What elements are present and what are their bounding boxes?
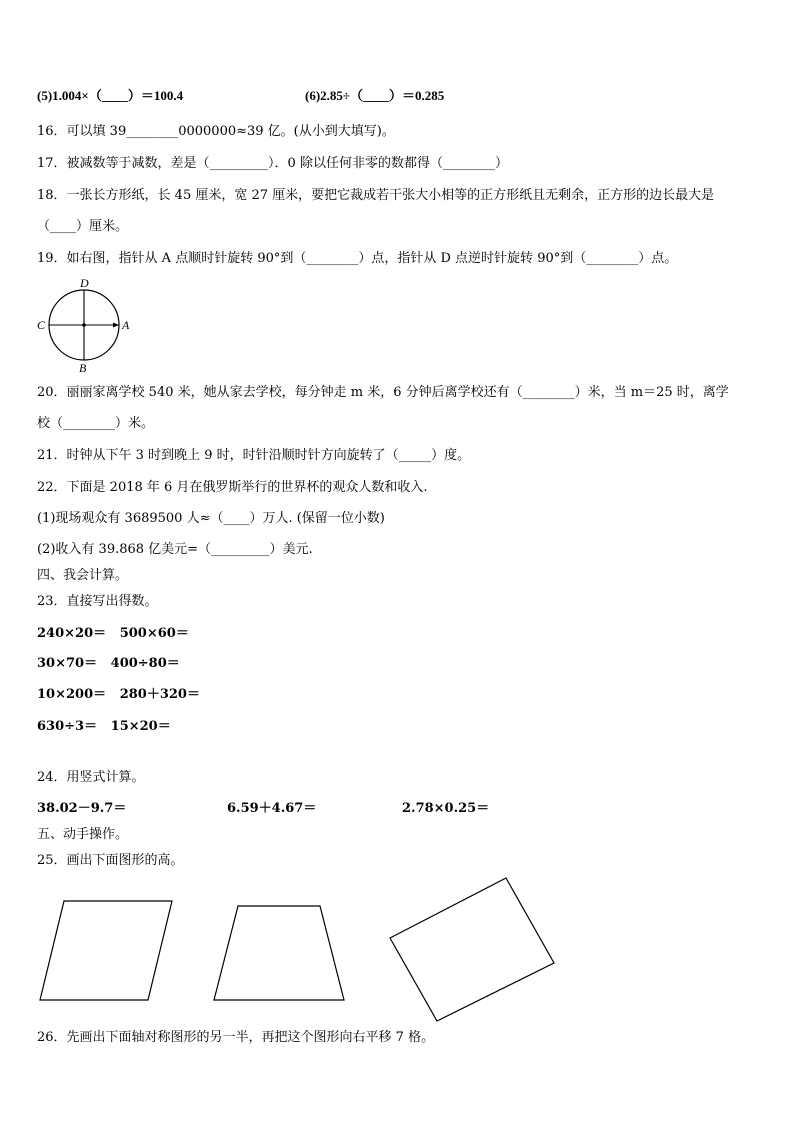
trapezoid-shape <box>214 906 344 1000</box>
label-b: B <box>79 361 87 375</box>
label-c: C <box>37 318 46 332</box>
label-a: A <box>122 318 130 332</box>
question-25-title: 25．画出下面图形的高。 <box>37 853 184 868</box>
parallelogram-shape <box>40 901 172 1000</box>
question-22-part2: (2)收入有 39.868 亿美元=（_________）美元. <box>37 542 313 557</box>
question-20-line1: 20．丽丽家离学校 540 米，她从家去学校，每分钟走 m 米，6 分钟后离学校还有（________）米，当 m＝25 时，离学 <box>37 385 729 400</box>
question-19: 19．如右图，指针从 A 点顺时针旋转 90°到（________）点，指针从 D 点逆时针旋转 90°到（________）点。 <box>37 251 678 266</box>
label-d: D <box>80 276 89 290</box>
question-21: 21．时钟从下午 3 时到晚上 9 时，时针沿顺时针方向旋转了（_____）度。 <box>37 448 471 463</box>
clock-circle-diagram <box>35 276 145 376</box>
question-26-title: 26．先画出下面轴对称图形的另一半，再把这个图形向右平移 7 格。 <box>37 1030 435 1045</box>
question-22-part1: (1)现场观众有 3689500 人≈（____）万人. (保留一位小数) <box>37 511 385 526</box>
question-6: (6)2.85÷（____）＝0.285 <box>305 88 445 103</box>
vertical-calc-item-3: 2.78×0.25＝ <box>402 801 490 816</box>
question-17: 17．被减数等于减数，差是（_________）．0 除以任何非零的数都得（________） <box>37 156 508 171</box>
question-18-line2: （____）厘米。 <box>37 219 129 234</box>
vertical-calc-item-1: 38.02－9.7＝ <box>37 801 127 816</box>
shapes-area <box>0 870 794 1020</box>
calc-row: 30×70＝ 400÷80＝ <box>37 656 180 671</box>
section-5-heading: 五、动手操作。 <box>37 827 129 842</box>
calc-row: 10×200＝ 280＋320＝ <box>37 687 200 702</box>
calc-row: 240×20＝ 500×60＝ <box>37 626 189 641</box>
calc-row: 630÷3＝ 15×20＝ <box>37 719 171 734</box>
vertical-calc-item-2: 6.59＋4.67＝ <box>227 801 317 816</box>
center-dot <box>82 323 86 327</box>
question-20-line2: 校（________）米。 <box>37 416 155 431</box>
section-4-heading: 四、我会计算。 <box>37 568 129 583</box>
question-22-title: 22．下面是 2018 年 6 月在俄罗斯举行的世界杯的观众人数和收入. <box>37 480 428 495</box>
question-5: (5)1.004×（____）＝100.4 <box>37 88 184 103</box>
question-16: 16．可以填 39________0000000≈39 亿。(从小到大填写)。 <box>37 124 395 139</box>
question-23-title: 23．直接写出得数。 <box>37 594 158 609</box>
rotated-rectangle-shape <box>390 878 554 1021</box>
question-24-title: 24．用竖式计算。 <box>37 770 145 785</box>
question-18-line1: 18．一张长方形纸，长 45 厘米，宽 27 厘米，要把它裁成若干张大小相等的正方形纸且无剩余，正方形的边长最大是 <box>37 188 715 203</box>
pointer-arrow-icon <box>113 323 119 328</box>
